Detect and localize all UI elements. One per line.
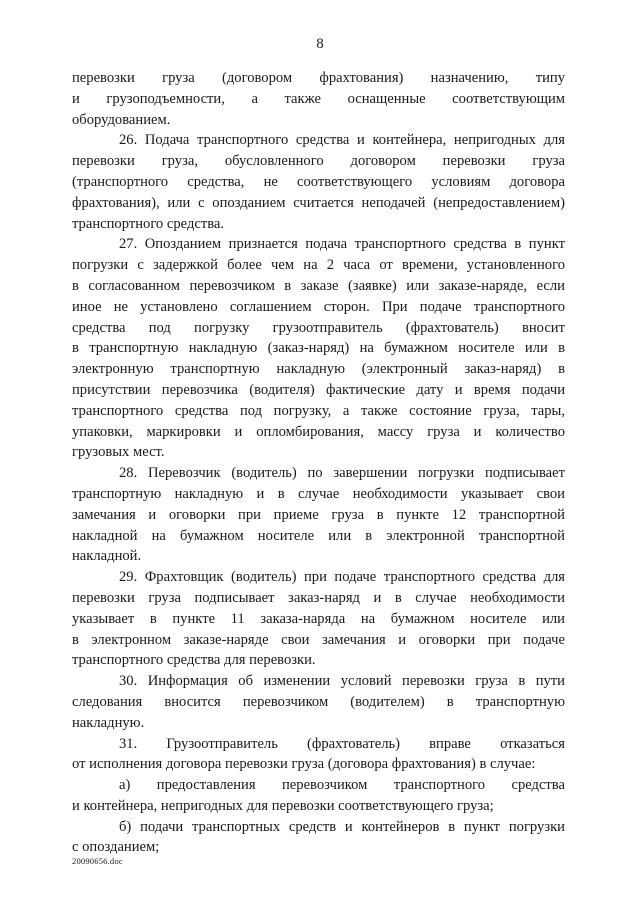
text-line: замечания и оговорки при приеме груза в пункте 12 транспортной xyxy=(72,506,565,523)
text-line: накладной. xyxy=(72,548,142,565)
paragraph-30 xyxy=(72,671,565,733)
text-line: 31. Грузоотправитель (фрахтователь) вправе отказаться xyxy=(119,735,565,752)
text-line: упаковки, маркировки и опломбирования, массу груза и количество xyxy=(72,423,565,440)
text-line: и контейнера, непригодных для перевозки соответствующего груза; xyxy=(72,797,494,814)
text-line: фрахтования), или с опозданием считается неподачей (непредоставлением) xyxy=(72,194,565,211)
page-number: 8 xyxy=(316,36,324,52)
text-line: перевозки груза (договором фрахтования) назначению, типу xyxy=(72,70,565,86)
text-line: транспортного средства для перевозки. xyxy=(72,652,316,669)
text-line: накладной на бумажном носителе или в электронной транспортной xyxy=(72,527,565,544)
text-line: транспортного средства под погрузку, а также состояние груза, тары, xyxy=(72,402,565,419)
paragraph-31a xyxy=(72,775,565,817)
text-line: средства под погрузку грузоотправитель (фрахтователь) вносит xyxy=(72,319,565,336)
paragraph-31 xyxy=(72,734,565,776)
text-line: грузовых мест. xyxy=(72,444,165,461)
text-line: указывает в пункте 11 заказа-наряда на бумажном носителе или xyxy=(72,610,565,627)
text-line: а) предоставления перевозчиком транспортного средства xyxy=(119,777,565,794)
text-line: следования вносится перевозчиком (водителем) в транспортную xyxy=(72,693,565,710)
text-line: транспортную накладную и в случае необходимости указывает свои xyxy=(72,485,565,502)
document-body xyxy=(72,68,565,858)
paragraph-28 xyxy=(72,463,565,567)
text-line: 30. Информация об изменении условий перевозки груза в пути xyxy=(119,673,565,690)
text-line: присутствии перевозчика (водителя) фактические дату и время подачи xyxy=(72,381,565,398)
text-line: б) подачи транспортных средств и контейнеров в пункт погрузки xyxy=(119,818,565,835)
text-line: 28. Перевозчик (водитель) по завершении погрузки подписывает xyxy=(119,465,565,482)
paragraph-31b xyxy=(72,817,565,859)
text-line: от исполнения договора перевозки груза (договора фрахтования) в случае: xyxy=(72,756,536,773)
paragraph-25-continuation xyxy=(72,68,565,130)
text-line: с опозданием; xyxy=(72,839,160,856)
paragraph-27 xyxy=(72,234,565,463)
text-line: иное не установлено соглашением сторон. При подаче транспортного xyxy=(72,298,565,315)
text-line: в согласованном перевозчиком в заказе (заявке) или заказе-наряде, если xyxy=(72,277,565,294)
text-line: в электронном заказе-наряде свои замечания и оговорки при подаче xyxy=(72,631,565,648)
text-line: транспортного средства. xyxy=(72,215,225,232)
text-line: оборудованием. xyxy=(72,111,171,128)
text-line: и грузоподъемности, а также оснащенные соответствующим xyxy=(72,90,565,107)
text-line: электронную транспортную накладную (электронный заказ-наряд) в xyxy=(72,361,565,378)
text-line: погрузки с задержкой более чем на 2 часа от времени, установленного xyxy=(72,257,565,274)
text-line: в транспортную накладную (заказ-наряд) на бумажном носителе или в xyxy=(72,340,565,357)
text-line: 29. Фрахтовщик (водитель) при подаче транспортного средства для xyxy=(119,569,565,586)
text-line: 27. Опозданием признается подача транспортного средства в пункт xyxy=(119,236,565,253)
file-code-footer: 20090656.doc xyxy=(72,856,123,866)
text-line: 26. Подача транспортного средства и контейнера, непригодных для xyxy=(119,132,565,149)
text-line: (транспортного средства, не соответствующего условиям договора xyxy=(72,173,565,190)
paragraph-26 xyxy=(72,130,565,234)
text-line: перевозки груза подписывает заказ-наряд и в случае необходимости xyxy=(72,589,565,606)
text-line: перевозки груза, обусловленного договором перевозки груза xyxy=(72,153,565,170)
text-line: накладную. xyxy=(72,714,145,731)
paragraph-29 xyxy=(72,567,565,671)
